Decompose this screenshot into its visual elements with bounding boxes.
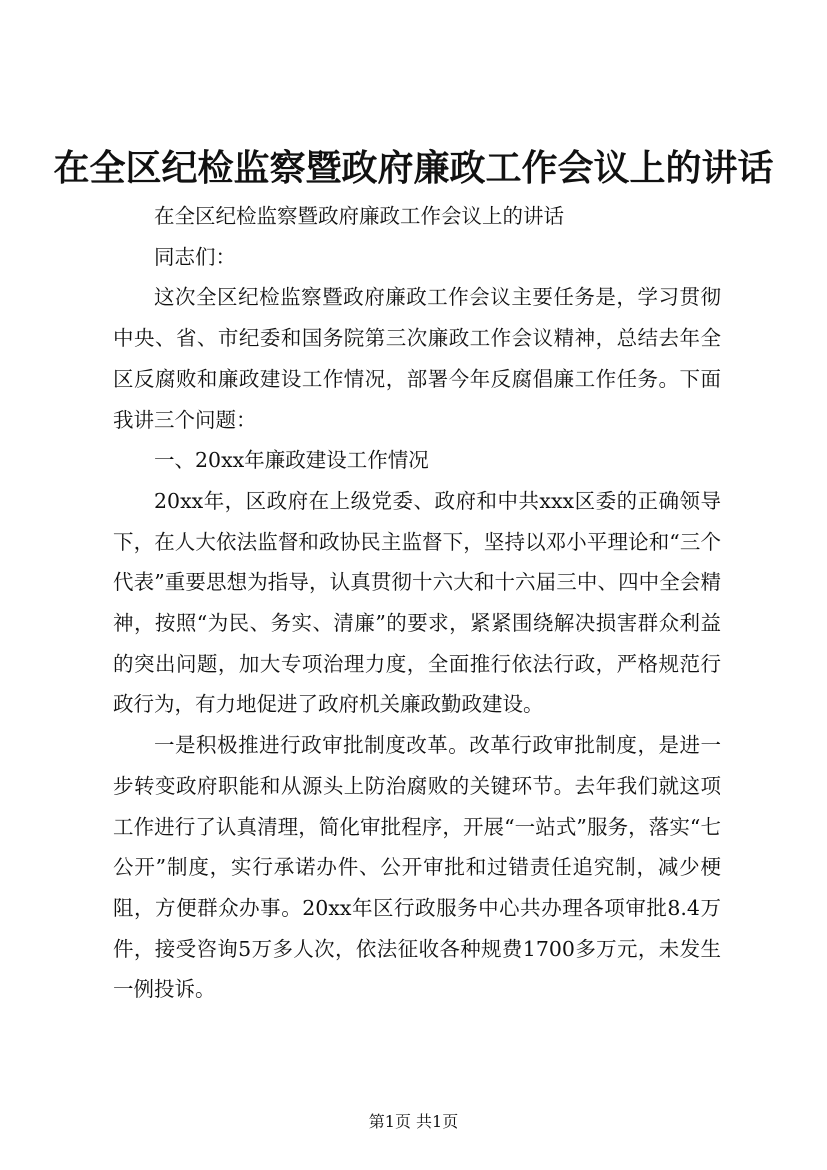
salutation-paragraph: 同志们： — [154, 244, 236, 269]
page-number-footer: 第1页 共1页 — [368, 1112, 459, 1131]
document-title: 在全区纪检监察暨政府廉政工作会议上的讲话 — [53, 147, 774, 189]
section-heading: 一、20xx年廉政建设工作情况 — [154, 448, 429, 473]
body-paragraph: 一是积极推进行政审批制度改革。改革行政审批制度，是进一步转变政府职能和从源头上防治腐败的关键环节。去年我们就这项工作进行了认真清理，简化审批程序，开展“一站式”服务，落实“七公开”制度，实行承诺办件、公开审批和过错责任追究制，减少梗阻，方便群众办事。20xx年区行政服务中心共办理各项审批8.4万件，接受咨询5万多人次，依法征收各种规费1700多万元，未发生一例投诉。 — [113, 733, 721, 1002]
subtitle-paragraph: 在全区纪检监察暨政府廉政工作会议上的讲话 — [154, 204, 564, 228]
document-body — [113, 196, 721, 1010]
intro-paragraph: 这次全区纪检监察暨政府廉政工作会议主要任务是，学习贯彻中央、省、市纪委和国务院第三次廉政工作会议精神，总结去年全区反腐败和廉政建设工作情况，部署今年反腐倡廉工作任务。下面我讲三个问题： — [113, 285, 721, 432]
body-paragraph: 20xx年，区政府在上级党委、政府和中共xxx区委的正确领导下，在人大依法监督和政协民主监督下，坚持以邓小平理论和“三个代表”重要思想为指导，认真贯彻十六大和十六届三中、四中全会精神，按照“为民、务实、清廉”的要求，紧紧围绕解决损害群众利益的突出问题，加大专项治理力度，全面推行依法行政，严格规范行政行为，有力地促进了政府机关廉政勤政建设。 — [113, 488, 721, 717]
